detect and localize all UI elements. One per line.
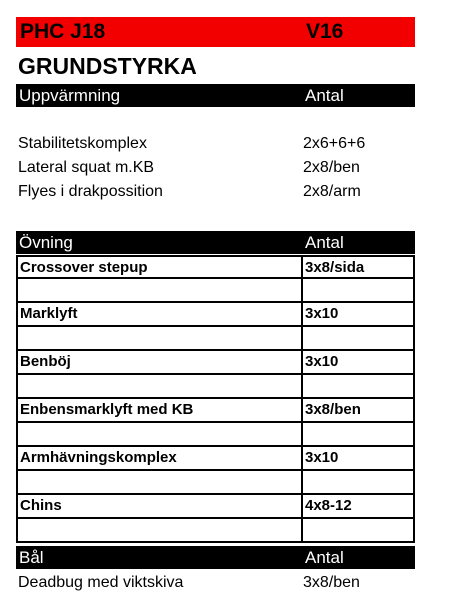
exercise-name: Benböj xyxy=(16,351,301,375)
table-row xyxy=(16,279,415,303)
exercise-amount xyxy=(301,423,415,447)
exercise-header-amount: Antal xyxy=(305,233,344,252)
exercise-amount: 3x10 xyxy=(301,447,415,471)
table-row xyxy=(16,303,415,327)
exercise-amount: 3x10 xyxy=(301,303,415,327)
warmup-item-amount: 2x8/ben xyxy=(303,159,360,176)
exercise-name xyxy=(16,375,301,399)
exercise-name xyxy=(16,279,301,303)
warmup-item-name: Flyes i drakpossition xyxy=(18,183,163,200)
core-item-name: Deadbug med viktskiva xyxy=(18,574,184,591)
warmup-item-amount: 2x8/arm xyxy=(303,183,361,200)
exercise-name: Chins xyxy=(16,495,301,519)
exercise-amount xyxy=(301,279,415,303)
exercise-amount: 4x8-12 xyxy=(301,495,415,519)
exercise-name: Crossover stepup xyxy=(16,255,301,279)
table-row xyxy=(16,495,415,519)
exercise-amount xyxy=(301,519,415,543)
exercise-amount xyxy=(301,375,415,399)
header-banner xyxy=(16,17,415,47)
exercise-name xyxy=(16,423,301,447)
core-header-label: Bål xyxy=(19,548,44,567)
exercise-amount xyxy=(301,327,415,351)
exercise-name: Marklyft xyxy=(16,303,301,327)
exercise-amount: 3x8/sida xyxy=(301,255,415,279)
table-row xyxy=(16,399,415,423)
core-header-bar xyxy=(16,546,415,569)
warmup-header-bar xyxy=(16,84,415,107)
exercise-amount: 3x8/ben xyxy=(301,399,415,423)
core-item-amount: 3x8/ben xyxy=(303,574,360,591)
program-code: PHC J18 xyxy=(20,20,106,43)
exercise-header-label: Övning xyxy=(19,233,73,252)
table-row xyxy=(16,255,415,279)
warmup-item-name: Lateral squat m.KB xyxy=(18,159,155,176)
warmup-item-amount: 2x6+6+6 xyxy=(303,135,366,152)
table-row xyxy=(16,423,415,447)
table-row xyxy=(16,351,415,375)
core-header-amount: Antal xyxy=(305,548,344,567)
exercise-amount: 3x10 xyxy=(301,351,415,375)
exercise-name xyxy=(16,519,301,543)
warmup-header-amount: Antal xyxy=(305,86,344,105)
page-title: GRUNDSTYRKA xyxy=(18,53,197,79)
exercise-header-bar xyxy=(16,231,415,254)
table-row xyxy=(16,519,415,543)
exercise-name: Enbensmarklyft med KB xyxy=(16,399,301,423)
warmup-item-name: Stabilitetskomplex xyxy=(18,135,147,152)
exercise-amount xyxy=(301,471,415,495)
table-row xyxy=(16,447,415,471)
table-row xyxy=(16,375,415,399)
week-label: V16 xyxy=(306,20,344,43)
exercise-name: Armhävningskomplex xyxy=(16,447,301,471)
table-row xyxy=(16,327,415,351)
exercise-name xyxy=(16,327,301,351)
warmup-header-label: Uppvärmning xyxy=(19,86,121,105)
exercise-name xyxy=(16,471,301,495)
exercise-table xyxy=(16,255,415,543)
table-row xyxy=(16,471,415,495)
